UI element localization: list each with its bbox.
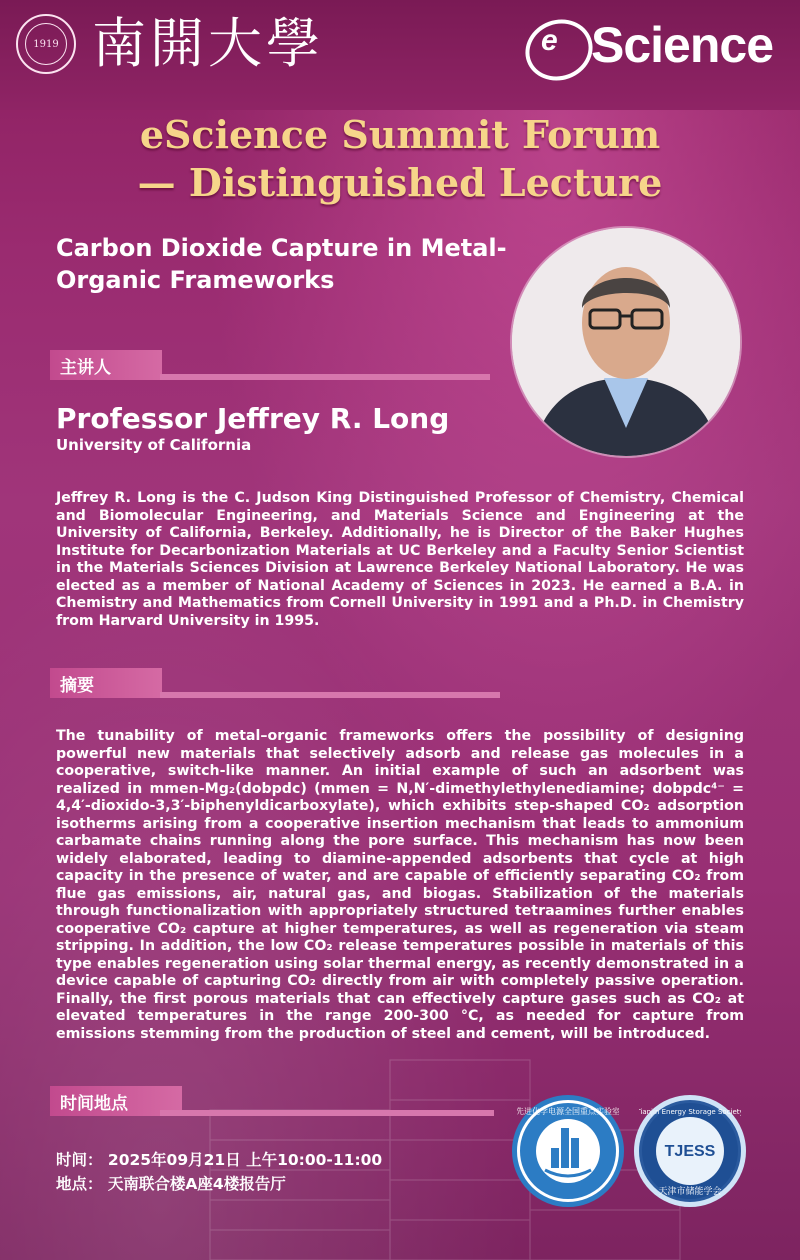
speaker-bio: Jeffrey R. Long is the C. Judson King Distinguished Professor of Chemistry, Chemical and Biomolecular Engineering, and Materials Science and Engineering at the University of California, Berkeley. Additionally, he is Director of the Baker Hughes Institute for Decarbonization Materials at UC Berkeley and a Faculty Senior Scientist in the Materials Sciences Division at Lawrence Berkeley National Laboratory. He was elected as a member of National Academy of Sciences in 2023. He earned a B.A. in Chemistry and Mathematics from Cornell University in 1991 and a Ph.D. in Chemistry from Harvard University in 1995. [56,490,744,629]
event-place-label: 地点： [56,1175,103,1193]
university-seal-year: 1919 [25,23,67,65]
event-place [56,1172,286,1194]
tjess-acronym: TJESS [664,1143,716,1160]
speaker-photo [512,228,740,456]
university-seal-logo [16,14,76,74]
escience-logo-e: e [541,24,558,57]
speaker-name: Professor Jeffrey R. Long [56,402,450,435]
section-time-place-header: 时间地点 [50,1086,182,1116]
escience-logo [525,16,787,76]
event-time-value: 2025年09月21日 上午10:00-11:00 [107,1151,383,1169]
lab-logo-text: 先进化学电源全国重点实验室 [517,1107,619,1116]
tjess-ring-text: Tianjin Energy Storage Society [639,1108,741,1116]
lecture-title: Carbon Dioxide Capture in Metal-Organic Frameworks [56,234,507,294]
event-time-label: 时间： [56,1151,103,1169]
university-name: 南開大學 [92,12,324,75]
section-time-place-divider [160,1110,494,1116]
building-watermark [150,1020,710,1260]
tjess-cn-name: 天津市储能学会 [658,1187,722,1197]
event-time [56,1148,382,1170]
escience-logo-word: Science [591,17,774,73]
abstract-text: The tunability of metal–organic frameworks offers the possibility of designing powerful new materials that selectively adsorb and release gas molecules in a cooperative, switch-like manner. An initial example of such an adsorbent was realized in mmen-Mg₂(dobpdc) (mmen = N,N′-dimethylethylenediamine; dobpdc⁴⁻ = 4,4′-dioxido-3,3′-biphenyldicarboxylate), which exhibits step-shaped CO₂ adsorption isotherms arising from a cooperative insertion mechanism that leads to ammonium carbamate chains running along the pore surface. This mechanism has now been widely elaborated, leading to diamine-appended adsorbents that cycle at high capacity in the presence of water, and are capable of efficiently separating CO₂ from flue gas emissions, air, natural gas, and biogas. Stabilization of the materials through functionalization with appropriately structured tetraamines further enables cooperative CO₂ capture at higher temperatures, as well as regeneration via steam stripping. In addition, the low CO₂ release temperatures possible in materials of this type enables regeneration using solar thermal energy, as recently demonstrated in a device capable of capturing CO₂ directly from air with completely passive operation. Finally, the first porous materials that can effectively capture gases such as CO₂ at elevated temperatures in the range 200-300 °C, as needed for capture from emissions stemming from the production of steel and cement, will be introduced. [56,728,744,1042]
section-abstract-header: 摘要 [50,668,162,698]
forum-title-line-2: — Distinguished Lecture [137,160,663,205]
tjess-logo [634,1095,746,1207]
lab-logo [512,1095,624,1207]
speaker-affiliation: University of California [56,436,252,454]
section-speaker-divider [160,374,490,380]
forum-title-line-1: eScience Summit Forum [139,112,661,157]
section-abstract-divider [160,692,500,698]
event-place-value: 天南联合楼A座4楼报告厅 [107,1175,286,1193]
section-speaker-header: 主讲人 [50,350,162,380]
